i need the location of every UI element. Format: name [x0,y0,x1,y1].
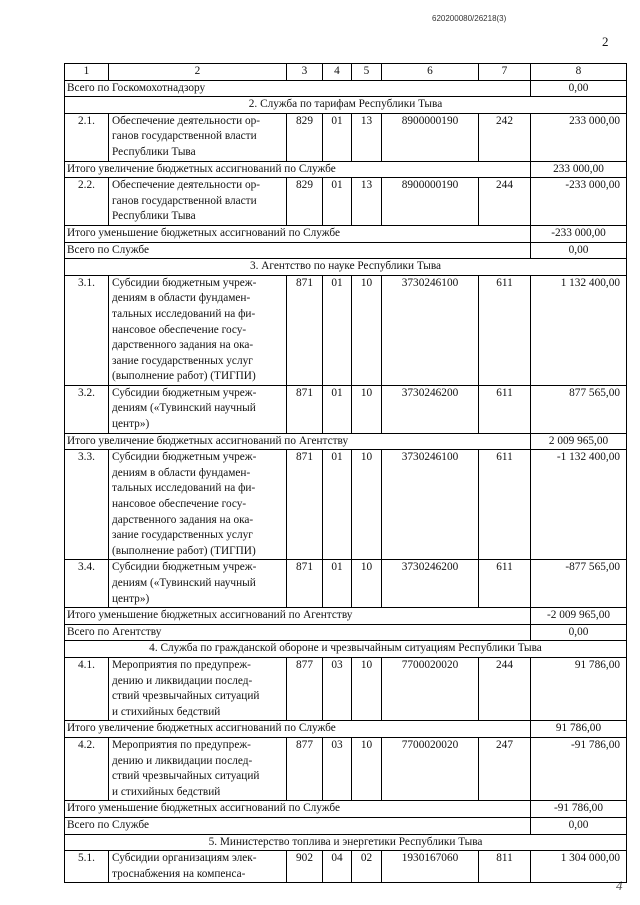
total-value: -2 009 965,00 [531,608,627,625]
target-article-code: 3730246100 [382,275,479,385]
item-description [109,657,287,720]
item-number: 2.2. [65,178,109,226]
ministry-code: 829 [287,113,323,161]
section-code: 04 [323,851,352,883]
table-row [65,275,627,385]
item-description [109,450,287,560]
expense-type-code: 244 [479,657,531,720]
section-header-row [65,834,627,851]
description-line: Обеспечение деятельности ор- [112,179,261,192]
table-row [65,737,627,800]
amount-value: 877 565,00 [531,385,627,433]
table-row [65,113,627,161]
description-line: (выполнение работ) (ТИГПИ) [112,544,256,557]
ministry-code: 871 [287,385,323,433]
description-line: дениям («Тувинский научный [112,577,256,589]
description-line: нансовое обеспечение госу- [112,323,247,336]
item-number: 3.1. [65,275,109,385]
column-header: 2 [109,64,287,81]
amount-value: 1 132 400,00 [531,275,627,385]
item-number: 3.4. [65,560,109,608]
target-article-code: 3730246200 [382,385,479,433]
column-header-row [65,64,627,81]
description-line: ганов государственной власти [112,130,257,143]
column-header: 8 [531,64,627,81]
item-description [109,178,287,226]
description-line: дению и ликвидации послед- [112,674,253,687]
total-value: 0,00 [531,624,627,641]
total-row [65,242,627,259]
target-article-code: 3730246100 [382,450,479,560]
column-header: 5 [352,64,382,81]
item-description [109,385,287,433]
description-line: и стихийных бедствий [112,705,221,718]
total-row [65,433,627,450]
description-line: центр») [112,418,150,431]
description-line: Республики Тыва [112,145,196,158]
total-label: Всего по Госкомохотнадзору [65,80,531,97]
expense-type-code: 611 [479,275,531,385]
section-header-row [65,259,627,276]
amount-value: 233 000,00 [531,113,627,161]
total-value: 2 009 965,00 [531,433,627,450]
total-label: Всего по Агентству [65,624,531,641]
total-row [65,608,627,625]
expense-type-code: 611 [479,385,531,433]
table-row [65,851,627,883]
total-value: 233 000,00 [531,161,627,178]
section-header-row [65,97,627,114]
ministry-code: 871 [287,450,323,560]
section-code: 03 [323,657,352,720]
column-header: 4 [323,64,352,81]
item-number: 2.1. [65,113,109,161]
total-row [65,817,627,834]
section-code: 01 [323,560,352,608]
item-description [109,737,287,800]
description-line: троснабжения на компенса- [112,867,246,880]
total-row [65,80,627,97]
subsection-code: 10 [352,657,382,720]
column-header: 3 [287,64,323,81]
description-line: тальных исследований на фи- [112,307,256,320]
target-article-code: 7700020020 [382,737,479,800]
expense-type-code: 811 [479,851,531,883]
description-line: Мероприятия по предупреж- [112,658,251,671]
description-line: дарственного задания на ока- [112,513,254,526]
description-line: Субсидии организациям элек- [112,852,257,865]
table-row [65,657,627,720]
section-code: 01 [323,385,352,433]
description-line: дарственного задания на ока- [112,339,254,352]
ministry-code: 877 [287,657,323,720]
total-row [65,721,627,738]
total-row [65,161,627,178]
expense-type-code: 242 [479,113,531,161]
section-header-row [65,641,627,658]
item-number: 3.3. [65,450,109,560]
section-title: 2. Служба по тарифам Республики Тыва [65,97,627,114]
expense-type-code: 244 [479,178,531,226]
description-line: Субсидии бюджетным учреж- [112,386,257,399]
total-row [65,225,627,242]
description-line: Субсидии бюджетным учреж- [112,276,257,289]
total-label: Всего по Службе [65,242,531,259]
item-description [109,113,287,161]
amount-value: 91 786,00 [531,657,627,720]
section-code: 01 [323,113,352,161]
total-label: Итого уменьшение бюджетных ассигнований по Агентству [65,608,531,625]
description-line: зание государственных услуг [112,529,253,542]
total-value: 91 786,00 [531,721,627,738]
item-description [109,275,287,385]
description-line: ствий чрезвычайных ситуаций [112,690,260,703]
budget-table-container [64,63,627,883]
subsection-code: 10 [352,450,382,560]
target-article-code: 3730246200 [382,560,479,608]
description-line: дениям в области фундамен- [112,292,251,305]
section-title: 5. Министерство топлива и энергетики Республики Тыва [65,834,627,851]
description-line: ствий чрезвычайных ситуаций [112,770,260,783]
total-label: Итого уменьшение бюджетных ассигнований по Службе [65,801,531,818]
ministry-code: 871 [287,560,323,608]
description-line: центр») [112,592,150,605]
section-code: 01 [323,275,352,385]
item-number: 3.2. [65,385,109,433]
expense-type-code: 611 [479,560,531,608]
item-number: 4.1. [65,657,109,720]
subsection-code: 13 [352,178,382,226]
total-value: 0,00 [531,80,627,97]
description-line: ганов государственной власти [112,194,257,207]
ministry-code: 902 [287,851,323,883]
item-description [109,851,287,883]
description-line: Субсидии бюджетным учреж- [112,561,257,574]
amount-value: -91 786,00 [531,737,627,800]
description-line: тальных исследований на фи- [112,482,256,495]
document-code: 620200080/26218(3) [432,14,507,23]
total-label: Итого увеличение бюджетных ассигнований по Агентству [65,433,531,450]
target-article-code: 8900000190 [382,178,479,226]
amount-value: -1 132 400,00 [531,450,627,560]
section-code: 01 [323,178,352,226]
total-label: Всего по Службе [65,817,531,834]
ministry-code: 877 [287,737,323,800]
total-label: Итого увеличение бюджетных ассигнований по Службе [65,721,531,738]
description-line: нансовое обеспечение госу- [112,498,247,511]
section-title: 3. Агентство по науке Республики Тыва [65,259,627,276]
expense-type-code: 611 [479,450,531,560]
subsection-code: 10 [352,560,382,608]
target-article-code: 7700020020 [382,657,479,720]
subsection-code: 10 [352,275,382,385]
table-row [65,178,627,226]
subsection-code: 10 [352,737,382,800]
total-label: Итого увеличение бюджетных ассигнований по Службе [65,161,531,178]
table-row [65,560,627,608]
description-line: дению и ликвидации послед- [112,754,253,767]
description-line: Мероприятия по предупреж- [112,738,251,751]
description-line: Обеспечение деятельности ор- [112,114,261,127]
column-header: 1 [65,64,109,81]
total-value: 0,00 [531,817,627,834]
subsection-code: 10 [352,385,382,433]
item-number: 4.2. [65,737,109,800]
total-value: 0,00 [531,242,627,259]
description-line: дениям («Тувинский научный [112,402,256,415]
target-article-code: 8900000190 [382,113,479,161]
description-line: (выполнение работ) (ТИГПИ) [112,370,256,383]
item-description [109,560,287,608]
handwritten-page-mark: 4 [616,878,623,893]
description-line: Республики Тыва [112,210,196,223]
section-title: 4. Служба по гражданской обороне и чрезвычайным ситуациям Республики Тыва [65,641,627,658]
total-label: Итого уменьшение бюджетных ассигнований по Службе [65,225,531,242]
section-code: 01 [323,450,352,560]
ministry-code: 871 [287,275,323,385]
description-line: зание государственных услуг [112,354,253,367]
section-code: 03 [323,737,352,800]
column-header: 6 [382,64,479,81]
ministry-code: 829 [287,178,323,226]
subsection-code: 13 [352,113,382,161]
page-number: 2 [602,34,609,49]
column-header: 7 [479,64,531,81]
description-line: и стихийных бедствий [112,785,221,798]
total-value: -233 000,00 [531,225,627,242]
description-line: дениям в области фундамен- [112,466,251,479]
subsection-code: 02 [352,851,382,883]
total-row [65,801,627,818]
target-article-code: 1930167060 [382,851,479,883]
total-value: -91 786,00 [531,801,627,818]
expense-type-code: 247 [479,737,531,800]
amount-value: 1 304 000,00 [531,851,627,883]
table-row [65,385,627,433]
item-number: 5.1. [65,851,109,883]
amount-value: -233 000,00 [531,178,627,226]
description-line: Субсидии бюджетным учреж- [112,451,257,464]
table-row [65,450,627,560]
budget-allocation-table [64,63,627,883]
total-row [65,624,627,641]
amount-value: -877 565,00 [531,560,627,608]
